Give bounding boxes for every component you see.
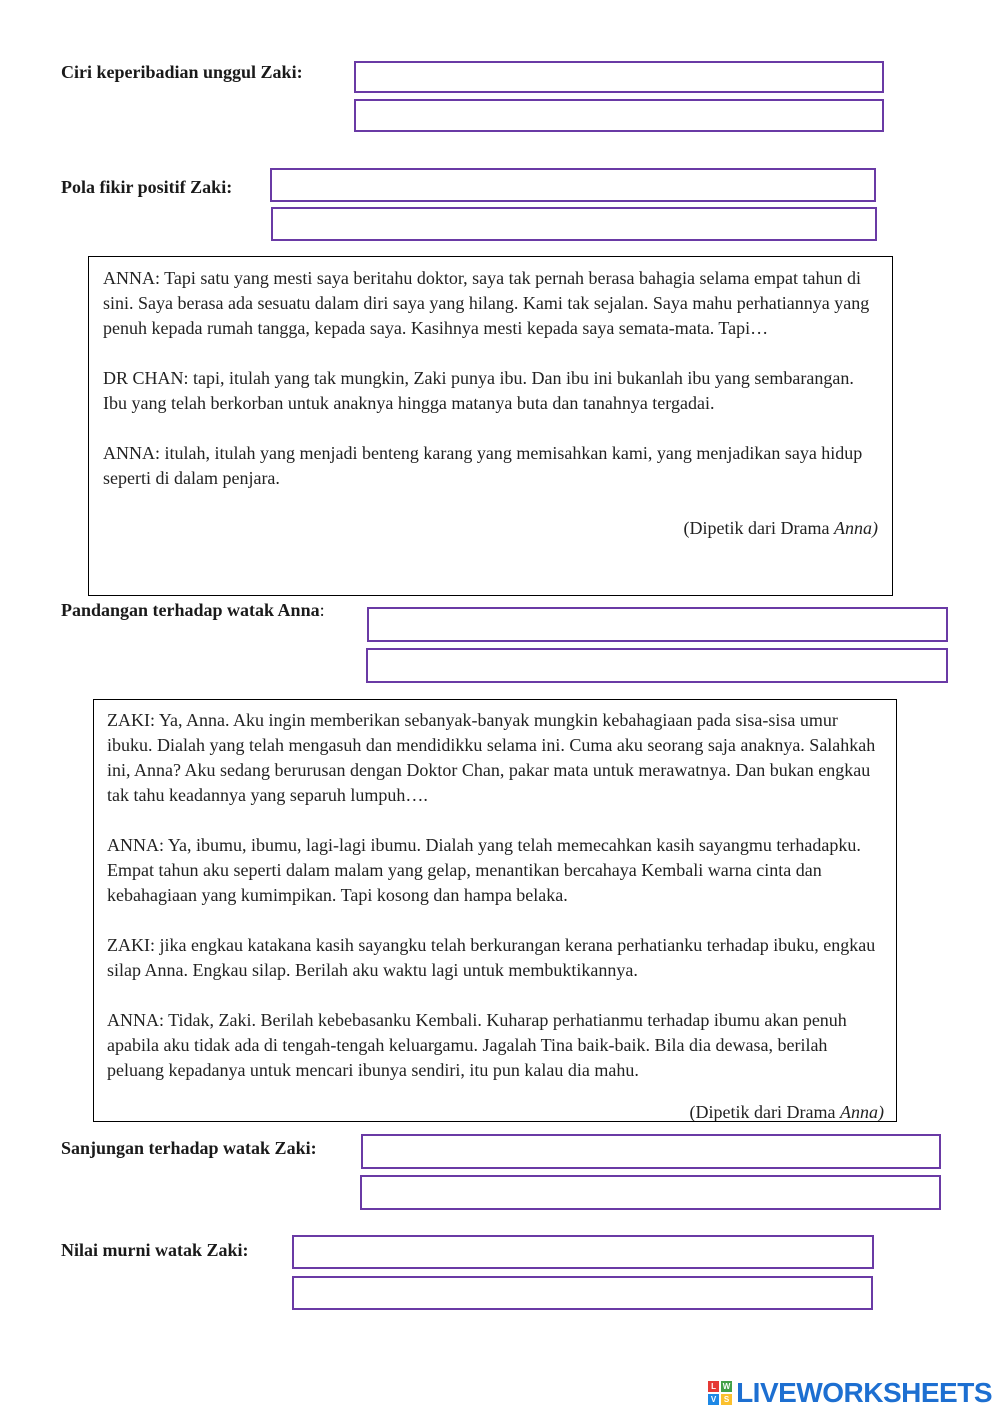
source-title: Anna): [834, 518, 878, 538]
logo-tile: L: [708, 1381, 719, 1392]
question-label-sanjungan-zaki: Sanjungan terhadap watak Zaki:: [61, 1138, 317, 1158]
answer-field-sanjungan-zaki-1[interactable]: [361, 1134, 941, 1169]
answer-field-nilai-murni-1[interactable]: [292, 1235, 874, 1269]
answer-field-pandangan-anna-2[interactable]: [366, 648, 948, 683]
question-label-text: Pandangan terhadap watak Anna: [61, 600, 320, 620]
passage1-paragraph: ANNA: Tapi satu yang mesti saya beritahu doktor, saya tak pernah berasa bahagia selama empat tahun di sini. Saya berasa ada sesuatu dalam diri saya yang hilang. Kami tak sejalan. Saya mahu perhatiannya yang penuh kepada rumah tangga, kepada saya. Kasihnya mesti kepada saya semata-mata. Tapi…: [103, 268, 870, 338]
question-label-nilai-murni: Nilai murni watak Zaki:: [61, 1240, 249, 1260]
answer-field-keperibadian-1[interactable]: [354, 61, 884, 93]
source-title: Anna): [840, 1102, 884, 1122]
passage-box-2: [93, 699, 897, 1122]
passage1-source: [103, 516, 878, 541]
passage2-paragraph: ZAKI: Ya, Anna. Aku ingin memberikan sebanyak-banyak mungkin kebahagiaan pada sisa-sisa umur ibuku. Dialah yang telah mengasuh dan mendidikku selama ini. Cuma aku seorang saja anaknya. Salahkah ini, Anna? Aku sedang berurusan dengan Doktor Chan, pakar mata untuk merawatnya. Dan bukan engkau tak tahu keadannya yang separuh lumpuh….: [107, 710, 876, 805]
question-label-pola-fikir: Pola fikir positif Zaki:: [61, 177, 233, 197]
question-label-keperibadian: Ciri keperibadian unggul Zaki:: [61, 62, 303, 82]
logo-tile: S: [721, 1394, 732, 1405]
answer-field-pandangan-anna-1[interactable]: [367, 607, 948, 642]
question-label-pandangan-anna: [61, 600, 325, 621]
passage1-paragraph: DR CHAN: tapi, itulah yang tak mungkin, Zaki punya ibu. Dan ibu ini bukanlah ibu yang sembarangan. Ibu yang telah berkorban untuk anaknya hingga matanya buta dan tanahnya tergadai.: [103, 368, 854, 413]
passage2-source: [107, 1100, 884, 1122]
liveworksheets-icon: [708, 1381, 732, 1405]
passage1-paragraph: ANNA: itulah, itulah yang menjadi benteng karang yang memisahkan kami, yang menjadikan saya hidup seperti di dalam penjara.: [103, 443, 863, 488]
answer-field-nilai-murni-2[interactable]: [292, 1276, 873, 1310]
logo-text: LIVEWORKSHEETS: [736, 1377, 992, 1408]
answer-field-keperibadian-2[interactable]: [354, 99, 884, 132]
passage-box-1: [88, 256, 893, 596]
liveworksheets-logo[interactable]: [708, 1378, 992, 1408]
answer-field-pola-fikir-2[interactable]: [271, 207, 877, 241]
answer-field-pola-fikir-1[interactable]: [270, 168, 876, 202]
answer-field-sanjungan-zaki-2[interactable]: [360, 1175, 941, 1210]
source-prefix: (Dipetik dari Drama: [689, 1102, 840, 1122]
passage2-paragraph: ZAKI: jika engkau katakana kasih sayangku telah berkurangan kerana perhatianku terhadap ibuku, engkau silap Anna. Engkau silap. Berilah aku waktu lagi untuk membuktikannya.: [107, 935, 876, 980]
logo-tile: V: [708, 1394, 719, 1405]
passage2-paragraph: ANNA: Tidak, Zaki. Berilah kebebasanku Kembali. Kuharap perhatianmu terhadap ibumu akan penuh apabila aku tidak ada di tengah-tengah keluargamu. Jagalah Tina baik-baik. Bila dia dewasa, berilah peluang kepadanya untuk mencari ibunya sendiri, itu pun kalau dia mahu.: [107, 1010, 847, 1080]
logo-tile: W: [722, 1382, 731, 1391]
passage2-paragraph: ANNA: Ya, ibumu, ibumu, lagi-lagi ibumu. Dialah yang telah memecahkan kasih sayangmu terhadapku. Empat tahun aku seperti dalam malam yang gelap, menantikan bercahaya Kembali warna cinta dan kebahagiaan yang kumimpikan. Tapi kosong dan hampa belaka.: [107, 835, 861, 905]
question-label-colon: :: [319, 600, 325, 620]
source-prefix: (Dipetik dari Drama: [683, 518, 834, 538]
